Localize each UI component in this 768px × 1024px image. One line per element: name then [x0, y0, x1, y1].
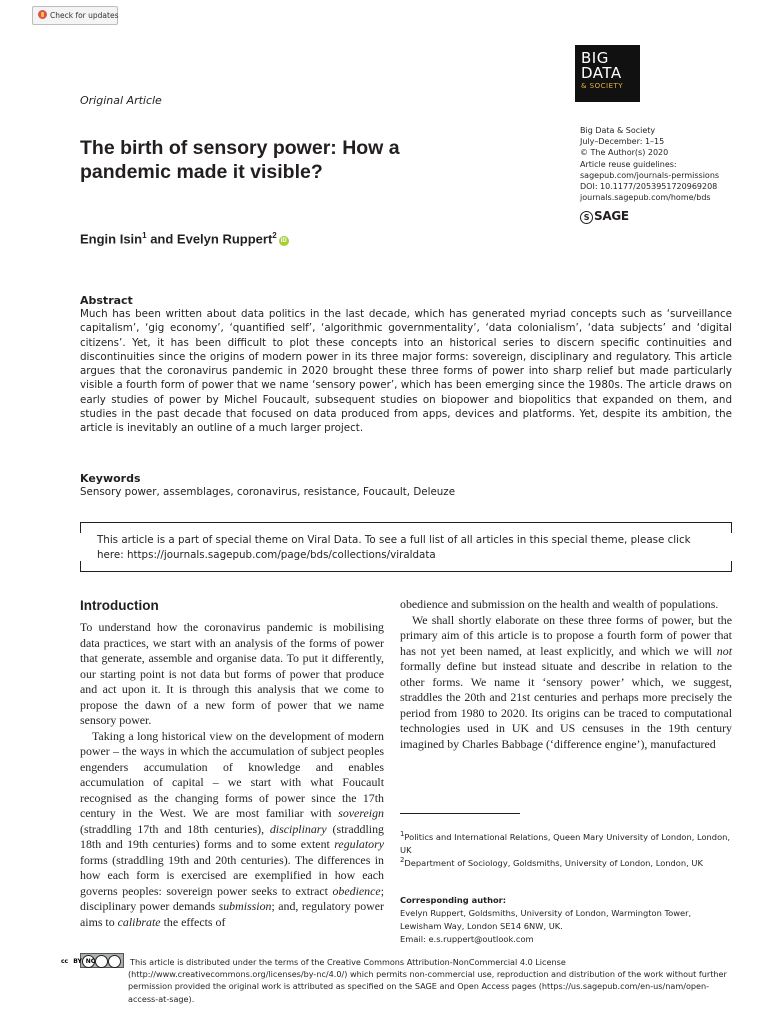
- paragraph: obedience and submission on the health and wealth of populations.: [400, 597, 719, 611]
- author-name[interactable]: Engin Isin: [80, 231, 143, 247]
- orcid-icon[interactable]: iD: [280, 238, 287, 245]
- authors-and: and: [146, 231, 177, 247]
- abstract-heading: Abstract: [80, 294, 133, 307]
- footnote-1: $^1$Politics and International Relations, Queen Mary University of London, London, UK: [400, 830, 731, 855]
- article-title: The birth of sensory power: How a pandemic made it visible?: [80, 137, 400, 183]
- corresponding-heading: Corresponding author:: [400, 895, 507, 905]
- reuse-label: Article reuse guidelines:: [580, 159, 677, 169]
- license-text: This article is distributed under the terms of the Creative Commons Attribution-NonCommercial 4.0 License (http://www.creativecommons.org/licenses/by-nc/4.0/) which permits non-commercial use, reproduction and distribution of the work without further permission provided the original work is attributed as specified on the SAGE and Open Access pages (https://us.sagepub.com/en-us/nam/open-access-at-sage).: [128, 957, 727, 1004]
- license-notice: [60, 953, 732, 1005]
- check-for-updates-button[interactable]: [32, 6, 118, 25]
- journal-link[interactable]: journals.sagepub.com/home/bds: [580, 193, 711, 203]
- creative-commons-icon: cc BY NC: [80, 953, 124, 968]
- box-corner: [731, 561, 732, 571]
- check-for-updates-label: Check for updates: [50, 11, 119, 20]
- paragraph: To understand how the coronavirus pandemic is mobilising data practices, we start with an analysis of the forms of power that generate, assemble and organise data. To put it differently, our starting point is not data but forms of power that produce and act upon it. It is through this analysis that we come to propose the dawn of a new form of power that we name sensory power.: [80, 620, 384, 727]
- permissions-link[interactable]: sagepub.com/journals-permissions: [580, 170, 720, 180]
- body-column-left: [80, 620, 384, 930]
- journal-logo: [575, 45, 640, 102]
- footnote-2: $^2$Department of Sociology, Goldsmiths, University of London, London, UK: [400, 856, 703, 868]
- box-corner: [731, 523, 732, 533]
- sage-logo: [580, 209, 629, 224]
- authors: [80, 231, 289, 246]
- keywords-text: Sensory power, assemblages, coronavirus, resistance, Foucault, Deleuze: [80, 486, 456, 498]
- author-name[interactable]: Evelyn Ruppert: [176, 231, 273, 247]
- box-corner: [80, 523, 81, 533]
- journal-meta: [580, 125, 740, 203]
- corresponding-email[interactable]: Email: e.s.ruppert@outlook.com: [400, 934, 534, 944]
- abstract-text: Much has been written about data politics in the last decade, which has generated myriad concepts such as ‘surveillance capitalism’, ‘gig economy’, ‘quantified self’, ‘algorithmic governmentality’, ‘data colonialism’, ‘data subjects’ and ‘digital citizens’. Yet, it has been difficult to plot these concepts into an historical series to discern specific continuities and discontinuities since the origins of modern power in its three major forms: sovereign, disciplinary and regulatory. This article argues that the coronavirus pandemic in 2020 brought these three forms of power into sharp relief but made particularly visible a fourth form of power that we name ‘sensory power’, which has been emerging since the 1980s. The article draws on early studies of power by Michel Foucault, subsequent studies on biopower and biopolitics that expanded on them, and studies in the past decade that focused on data produced from apps, devices and platforms. Yet, despite its ambition, the article is inevitably an outline of a much larger project.: [80, 308, 732, 435]
- doi[interactable]: DOI: 10.1177/2053951720969208: [580, 182, 718, 192]
- box-corner: [80, 561, 81, 571]
- affiliation-sup: 2: [272, 231, 277, 240]
- paragraph: We shall shortly elaborate on these three forms of power, but the primary aim of this article is to propose a fourth form of power that has not yet been named, at least explicitly, and which we will not formally define but instead situate and describe in relation to the other forms. We name it ‘sensory power’ which, we suggest, straddles the 20th and 21st centuries and perhaps more precisely the period from 1980 to 2020. Its origins can be traced to computational technologies used in UK and US censuses in the 19th century imagined by Charles Babbage (‘difference engine’), manufactured: [400, 612, 732, 751]
- affiliation-sup: 1: [142, 231, 147, 240]
- sage-label: SAGE: [594, 209, 629, 223]
- keywords-heading: Keywords: [80, 472, 141, 485]
- logo-line-1: BIG: [581, 49, 609, 67]
- footnote-divider: [400, 813, 520, 814]
- update-icon: [38, 10, 47, 19]
- introduction-heading: Introduction: [80, 598, 159, 613]
- journal-name: Big Data & Society: [580, 126, 656, 135]
- article-type: Original Article: [80, 94, 162, 107]
- body-column-right: [400, 597, 732, 752]
- logo-line-3: & SOCIETY: [581, 82, 624, 90]
- special-theme-text: This article is a part of special theme on Viral Data. To see a full list of all articles in this special theme, please click here: https://journals.sagepub.com/page/bds/collections/viraldata: [97, 534, 691, 561]
- logo-line-2: DATA: [581, 64, 622, 82]
- special-theme-box: [80, 522, 732, 572]
- sage-icon: S: [580, 211, 593, 224]
- journal-issue: July–December: 1–15: [580, 137, 665, 147]
- paragraph: Taking a long historical view on the development of modern power – the ways in which the accumulation of subject peoples engenders accumulation of knowledge and enables accumulation of capital – we start with what Foucault recognised as the changing forms of power since the 17th century in the West. We are most familiar with sovereign (straddling 17th and 18th centuries), disciplinary (straddling 18th and 19th centuries) forms and to some extent regulatory forms (straddling 19th and 20th centuries). The differences in how each form is exercised are exemplified in how each governs peoples: sovereign power seeks to extract obedience; disciplinary power demands submission; and, regulatory power aims to calibrate the effects of: [80, 728, 384, 929]
- copyright: © The Author(s) 2020: [580, 148, 669, 158]
- corresponding-author: [400, 894, 732, 946]
- corresponding-address: Evelyn Ruppert, Goldsmiths, University of London, Warmington Tower, Lewisham Way, London SE14 6NW, UK.: [400, 908, 692, 931]
